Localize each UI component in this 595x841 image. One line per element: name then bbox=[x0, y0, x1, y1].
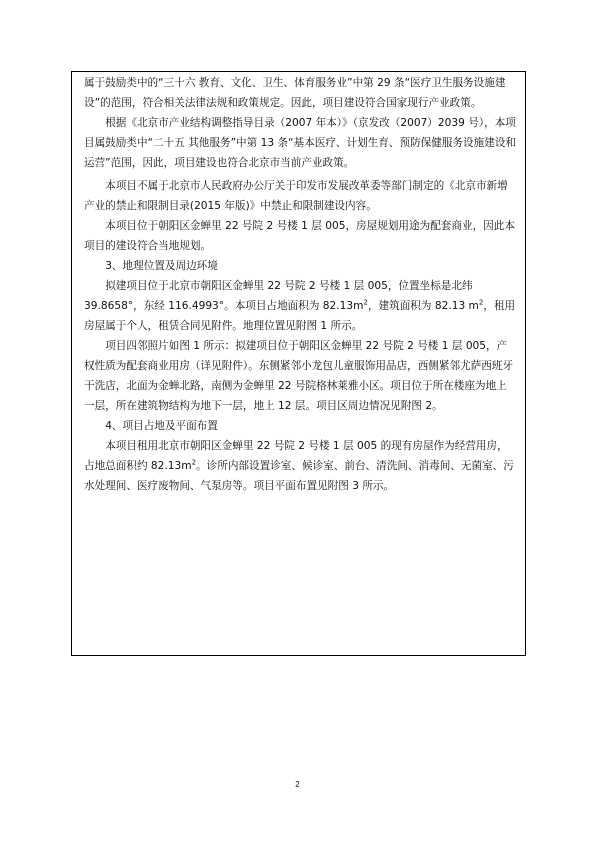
paragraph-location bbox=[84, 276, 517, 336]
layout-text-1: 本项目租用北京市朝阳区金蝉里 22 号院 2 号楼 1 层 005 的现有房屋作为经营用房，占地总面积约 82.13m bbox=[84, 440, 508, 472]
paragraph-policy-beijing: 根据《北京市产业结构调整指导目录（2007 年本）》（京发改（2007）2039 号），本项目属鼓励类中“二十五 其他服务”中第 13 条“基本医疗、计划生育、预防保健服务设施建设和运营”范围，因此，项目建设也符合北京市当前产业政策。 bbox=[84, 117, 517, 169]
paragraph-planning: 本项目位于朝阳区金蝉里 22 号院 2 号楼 1 层 005，房屋规划用途为配套商业，因此本项目的建设符合当地规划。 bbox=[84, 220, 515, 252]
section-heading-layout: 4、项目占地及平面布置 bbox=[105, 420, 218, 432]
paragraph-surroundings: 项目四邻照片如图 1 所示：拟建项目位于朝阳区金蝉里 22 号院 2 号楼 1 层 005，产权性质为配套商业用房（详见附件）。东侧紧邻小龙包儿童服饰用品店，西侧紧邻尤萨西班牙干洗店，北面为金蝉北路，南侧为金蝉里 22 号院格林莱雅小区。项目位于所在楼座为地上一层，所在建筑物结构为地下一层，地上 12 层。项目区周边情况见附图 2。 bbox=[84, 340, 514, 412]
location-text-2: ，建筑面积为 82.13 m bbox=[367, 300, 479, 312]
superscript-2: 2 bbox=[478, 298, 484, 307]
superscript-2: 2 bbox=[363, 298, 368, 307]
section-heading-location: 3、地理位置及周边环境 bbox=[105, 260, 218, 272]
page-number: 2 bbox=[295, 780, 300, 789]
superscript-2: 2 bbox=[191, 458, 197, 467]
paragraph-layout bbox=[84, 436, 517, 496]
paragraph-prohibited-catalog: 本项目不属于北京市人民政府办公厅关于印发市发展改革委等部门制定的《北京市新增产业的禁止和限制目录(2015 年版)》中禁止和限制建设内容。 bbox=[84, 180, 508, 212]
paragraph-policy-national: 属于鼓励类中的“三十六 教育、文化、卫生、体育服务业”中第 29 条“医疗卫生服务设施建设”的范围，符合相关法律法规和政策规定。因此，项目建设符合国家现行产业政策。 bbox=[84, 77, 506, 109]
location-text-1: 拟建项目位于北京市朝阳区金蝉里 22 号院 2 号楼 1 层 005，位置坐标是北纬 39.8658°，东经 116.4993°。本项目占地面积为 82.13m bbox=[84, 280, 473, 312]
layout-text-2: 。诊所内部设置诊室、候诊室、前台、清洗间、消毒间、无菌室、污水处理间、医疗废物间、气泵房等。项目平面布置见附图 3 所示。 bbox=[84, 460, 514, 492]
location-text-3: ，租用房屋属于个人，租赁合同见附件。地理位置见附图 1 所示。 bbox=[84, 300, 516, 332]
document-body bbox=[84, 73, 517, 496]
